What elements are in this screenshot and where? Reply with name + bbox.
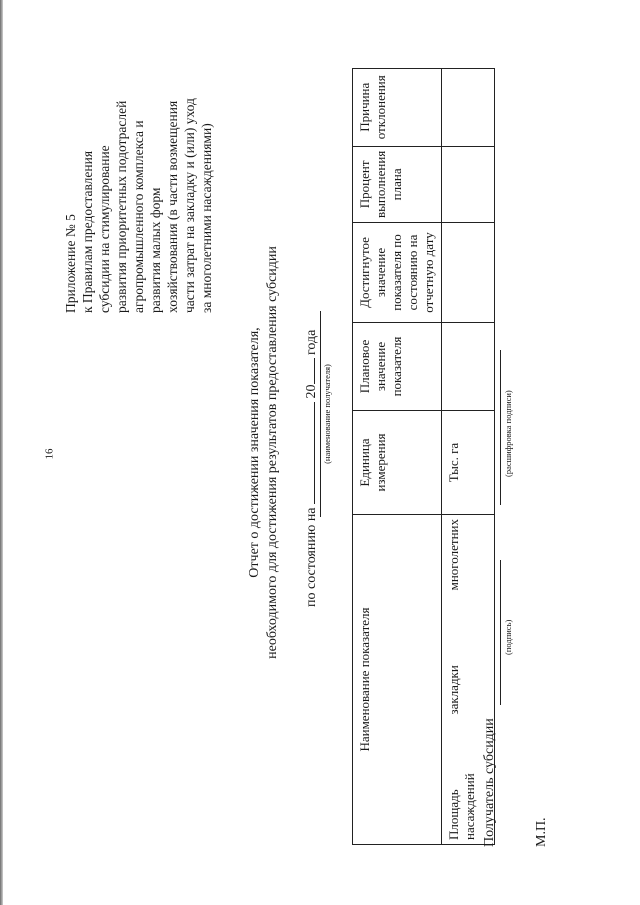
page-number: 16 — [43, 448, 56, 460]
status-prefix: по состоянию на — [304, 507, 319, 607]
signature-label: Получатель субсидии — [482, 718, 497, 847]
signature-line — [500, 560, 501, 705]
year-suffix: года — [304, 329, 319, 355]
indicator-word: закладки — [446, 665, 461, 715]
recipient-hint: (наименование получателя) — [320, 311, 332, 517]
appendix-line: к Правилам предоставления — [80, 150, 95, 313]
year-prefix: 20 — [304, 384, 319, 399]
appendix-line: развития приоритетных подотраслей — [114, 100, 129, 313]
appendix-line: части затрат на закладку и (или) уход — [182, 98, 197, 313]
report-title — [246, 0, 282, 905]
indicator-word: многолетних — [446, 519, 461, 591]
stamp-place: М.П. — [534, 817, 549, 847]
date-blank — [300, 402, 315, 504]
decode-hint: (расшифровка подписи) — [503, 390, 513, 477]
appendix-line: субсидии на стимулирование — [97, 145, 112, 313]
status-line — [300, 330, 321, 607]
header-unit: Единица измерения — [353, 411, 442, 515]
title-line-1: Отчет о достижении значения показателя, — [247, 327, 262, 578]
year-blank — [300, 358, 315, 384]
header-percent: Процент выполнения плана — [353, 146, 442, 222]
appendix-line: за многолетними насаждениями) — [199, 123, 214, 313]
table-header-row — [353, 68, 442, 844]
header-indicator: Наименование показателя — [353, 515, 442, 845]
appendix-line: Приложение № 5 — [63, 214, 78, 313]
header-achieved: Достигнутое значение показателя по состоянию на отчетную дату — [353, 223, 442, 323]
signature-hint: (подпись) — [503, 619, 513, 655]
report-table — [352, 68, 495, 845]
decode-line — [500, 350, 501, 505]
cell-achieved — [442, 223, 495, 323]
indicator-word: Площадь — [446, 789, 461, 840]
header-planned: Плановое значение показателя — [353, 323, 442, 411]
appendix-line: хозяйствования (в части возмещения — [165, 100, 180, 313]
appendix-line: развития малых форм — [148, 187, 163, 313]
title-line-2: необходимого для достижения результатов предоставления субсидии — [265, 246, 280, 659]
cell-unit: Тыс. га — [442, 411, 495, 515]
cell-reason — [442, 68, 495, 146]
indicator-word: насаждений — [462, 773, 477, 840]
header-reason: Причина отклонения — [353, 68, 442, 146]
appendix-block — [62, 13, 215, 313]
cell-planned — [442, 323, 495, 411]
cell-percent — [442, 146, 495, 222]
appendix-line: агропромышленного комплекса и — [131, 120, 146, 313]
